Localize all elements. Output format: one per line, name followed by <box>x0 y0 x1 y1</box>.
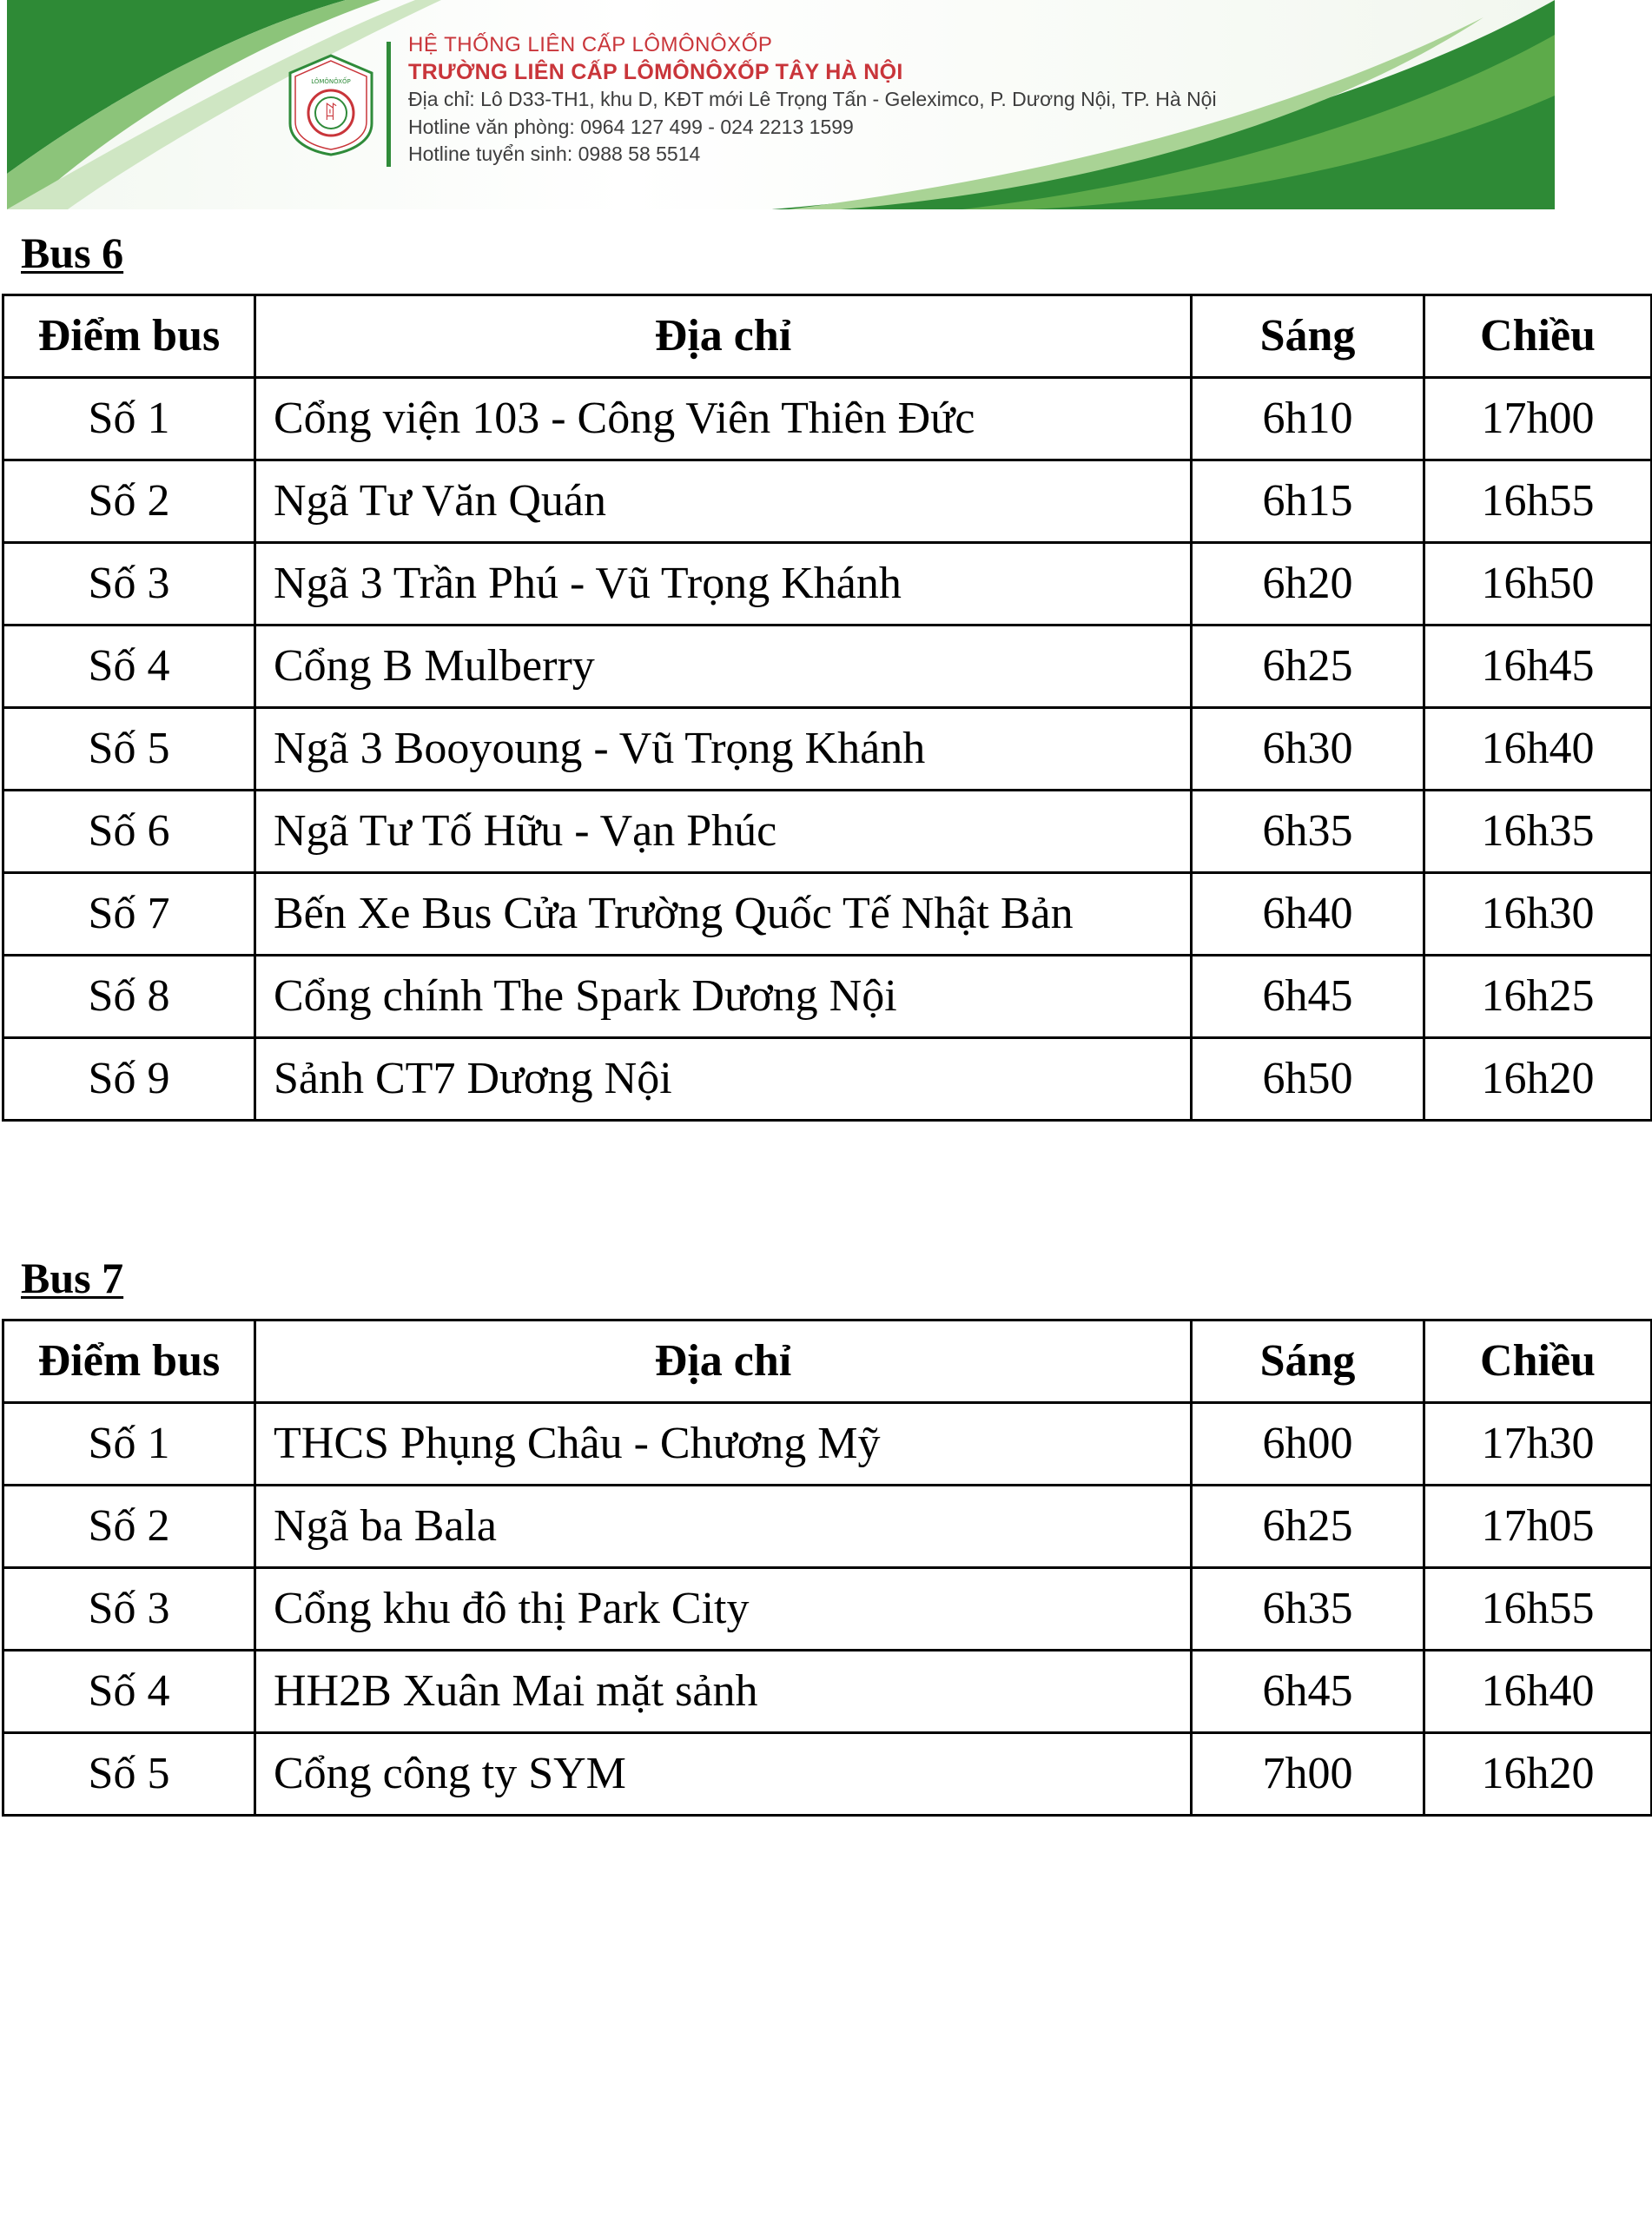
table-row <box>3 873 1652 956</box>
morning-time-cell: 6h20 <box>1192 543 1424 626</box>
address-cell: Ngã 3 Booyoung - Vũ Trọng Khánh <box>255 708 1192 791</box>
col-header-stop: Điểm bus <box>3 1320 255 1403</box>
address-cell: Sảnh CT7 Dương Nội <box>255 1038 1192 1121</box>
afternoon-time-cell: 17h30 <box>1424 1403 1652 1486</box>
school-logo-icon <box>287 54 375 156</box>
morning-time-cell: 6h30 <box>1192 708 1424 791</box>
address-cell: Cổng chính The Spark Dương Nội <box>255 956 1192 1038</box>
morning-time-cell: 6h25 <box>1192 1486 1424 1568</box>
hotline-admission: Hotline tuyển sinh: 0988 58 5514 <box>408 142 701 165</box>
hotline-office: Hotline văn phòng: 0964 127 499 - 024 2213 1599 <box>408 115 854 138</box>
afternoon-time-cell: 16h20 <box>1424 1733 1652 1816</box>
afternoon-time-cell: 16h25 <box>1424 956 1652 1038</box>
morning-time-cell: 6h35 <box>1192 1568 1424 1651</box>
stop-cell: Số 9 <box>3 1038 255 1121</box>
address-cell: Cổng viện 103 - Công Viên Thiên Đức <box>255 378 1192 460</box>
address-cell: THCS Phụng Châu - Chương Mỹ <box>255 1403 1192 1486</box>
stop-cell: Số 7 <box>3 873 255 956</box>
address-cell: HH2B Xuân Mai mặt sảnh <box>255 1651 1192 1733</box>
afternoon-time-cell: 16h55 <box>1424 460 1652 543</box>
afternoon-time-cell: 16h30 <box>1424 873 1652 956</box>
banner-divider <box>387 42 391 167</box>
table-row <box>3 460 1652 543</box>
afternoon-time-cell: 16h40 <box>1424 1651 1652 1733</box>
morning-time-cell: 6h40 <box>1192 873 1424 956</box>
table-row <box>3 791 1652 873</box>
afternoon-time-cell: 16h55 <box>1424 1568 1652 1651</box>
morning-time-cell: 7h00 <box>1192 1733 1424 1816</box>
bus-7-title: Bus 7 <box>21 1254 124 1302</box>
afternoon-time-cell: 16h50 <box>1424 543 1652 626</box>
morning-time-cell: 6h45 <box>1192 1651 1424 1733</box>
table-row <box>3 708 1652 791</box>
afternoon-time-cell: 16h20 <box>1424 1038 1652 1121</box>
stop-cell: Số 5 <box>3 1733 255 1816</box>
col-header-afternoon: Chiều <box>1424 295 1652 378</box>
col-header-morning: Sáng <box>1192 1320 1424 1403</box>
col-header-address: Địa chỉ <box>255 295 1192 378</box>
stop-cell: Số 8 <box>3 956 255 1038</box>
address-cell: Bến Xe Bus Cửa Trường Quốc Tế Nhật Bản <box>255 873 1192 956</box>
stop-cell: Số 2 <box>3 460 255 543</box>
afternoon-time-cell: 17h05 <box>1424 1486 1652 1568</box>
stop-cell: Số 5 <box>3 708 255 791</box>
col-header-stop: Điểm bus <box>3 295 255 378</box>
morning-time-cell: 6h10 <box>1192 378 1424 460</box>
bus-7-schedule-table <box>2 1319 1652 1817</box>
table-row <box>3 1733 1652 1816</box>
afternoon-time-cell: 16h45 <box>1424 626 1652 708</box>
address-cell: Cổng B Mulberry <box>255 626 1192 708</box>
stop-cell: Số 3 <box>3 543 255 626</box>
table-header-row <box>3 1320 1652 1403</box>
stop-cell: Số 6 <box>3 791 255 873</box>
morning-time-cell: 6h35 <box>1192 791 1424 873</box>
afternoon-time-cell: 16h35 <box>1424 791 1652 873</box>
table-row <box>3 378 1652 460</box>
stop-cell: Số 4 <box>3 626 255 708</box>
stop-cell: Số 1 <box>3 378 255 460</box>
afternoon-time-cell: 17h00 <box>1424 378 1652 460</box>
address-cell: Ngã 3 Trần Phú - Vũ Trọng Khánh <box>255 543 1192 626</box>
table-row <box>3 1651 1652 1733</box>
col-header-address: Địa chỉ <box>255 1320 1192 1403</box>
morning-time-cell: 6h15 <box>1192 460 1424 543</box>
address-cell: Ngã Tư Tố Hữu - Vạn Phúc <box>255 791 1192 873</box>
address-cell: Cổng khu đô thị Park City <box>255 1568 1192 1651</box>
stop-cell: Số 1 <box>3 1403 255 1486</box>
bus-6-title: Bus 6 <box>21 228 124 277</box>
school-info <box>408 31 1364 169</box>
morning-time-cell: 6h25 <box>1192 626 1424 708</box>
address-cell: Ngã ba Bala <box>255 1486 1192 1568</box>
table-row <box>3 1403 1652 1486</box>
stop-cell: Số 2 <box>3 1486 255 1568</box>
table-row <box>3 1486 1652 1568</box>
table-header-row <box>3 295 1652 378</box>
col-header-morning: Sáng <box>1192 295 1424 378</box>
school-banner <box>7 0 1555 209</box>
table-row <box>3 956 1652 1038</box>
svg-text:ꍏ: ꍏ <box>323 103 339 125</box>
morning-time-cell: 6h50 <box>1192 1038 1424 1121</box>
svg-text:LÔMÔNÔXỐP: LÔMÔNÔXỐP <box>311 78 351 85</box>
bus-6-schedule-table <box>2 294 1652 1122</box>
address-cell: Cổng công ty SYM <box>255 1733 1192 1816</box>
table-row <box>3 1038 1652 1121</box>
morning-time-cell: 6h45 <box>1192 956 1424 1038</box>
stop-cell: Số 4 <box>3 1651 255 1733</box>
table-row <box>3 543 1652 626</box>
system-name: HỆ THỐNG LIÊN CẤP LÔMÔNÔXỐP <box>408 33 773 56</box>
school-address: Địa chỉ: Lô D33-TH1, khu D, KĐT mới Lê Trọng Tấn - Geleximco, P. Dương Nội, TP. Hà Nội <box>408 88 1217 110</box>
table-row <box>3 626 1652 708</box>
col-header-afternoon: Chiều <box>1424 1320 1652 1403</box>
morning-time-cell: 6h00 <box>1192 1403 1424 1486</box>
school-name: TRƯỜNG LIÊN CẤP LÔMÔNÔXỐP TÂY HÀ NỘI <box>408 59 903 84</box>
address-cell: Ngã Tư Văn Quán <box>255 460 1192 543</box>
stop-cell: Số 3 <box>3 1568 255 1651</box>
table-row <box>3 1568 1652 1651</box>
afternoon-time-cell: 16h40 <box>1424 708 1652 791</box>
